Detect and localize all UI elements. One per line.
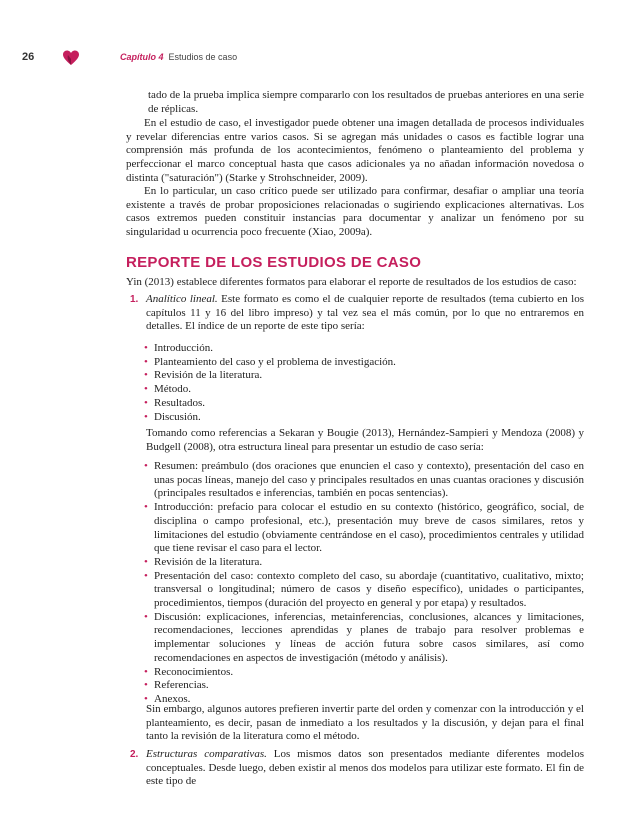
list-item: • Anexos. bbox=[144, 692, 191, 705]
chapter-title: Estudios de caso bbox=[168, 52, 238, 62]
intro-paragraph-2: En lo particular, un caso crítico puede ser utilizado para confirmar, desafiar o ampliar una teoría existente a través de probar proposiciones relacionadas o sugiriendo explicaciones alternativas. Los casos extremos pueden constituir instancias para documentar y analizar un fenómeno por su singularidad u ocurrencia poco frecuente (Xiao, 2009a). bbox=[126, 185, 584, 239]
item-1-mid: Tomando como referencias a Sekaran y Bougie (2013), Hernández-Sampieri y Mendoza (2008) y Budgell (2008), otra estructura lineal para presentar un estudio de caso sería: bbox=[146, 427, 584, 453]
list-item: • Discusión. bbox=[144, 410, 201, 423]
structure-list bbox=[144, 460, 584, 707]
index-list bbox=[144, 342, 584, 424]
item-2-number: 2. bbox=[130, 749, 139, 760]
intro-paragraph-1: En el estudio de caso, el investigador puede obtener una imagen detallada de procesos individuales y revelar diferencias entre varios casos. Si se agregan más unidades o casos es factible lograr una comprensión más profunda de los acontecimientos, fenómeno o planteamiento del problema y perfeccionar el marco conceptual hasta que casos adicionales ya no añadan información novedosa o distinta ("saturación") (Starke y Strohschneider, 2009). bbox=[126, 117, 584, 184]
item-2-text: Los mismos datos son presentados mediante diferentes modelos conceptuales. Desde luego, deben existir al menos dos modelos para utilizar este formato. El fin de este tipo de bbox=[146, 748, 584, 788]
heart-logo-icon bbox=[62, 50, 80, 66]
list-item: • Introducción: prefacio para colocar el estudio en su contexto (histórico, geográfico, social, de disciplina o campo profesional, etc.), presentación muy breve de casos similares, retos y limitaciones del estudio (obviamente centrándose en el caso), procedimientos centrales y utilidad que tiene revisar el caso para el lector. bbox=[144, 501, 584, 555]
list-item: • Reconocimientos. bbox=[144, 665, 234, 678]
item-1-title: Analítico lineal. bbox=[146, 293, 218, 305]
item-1-number: 1. bbox=[130, 294, 139, 305]
list-item: • Discusión: explicaciones, inferencias, metainferencias, conclusiones, alcances y limitaciones, recomendaciones, lecciones aprendidas y planes de trabajo para resolver problemas e implementar soluciones y líneas de acción futura sobre casos similares, así como recomendaciones en aspectos de investigación (método y análisis). bbox=[144, 610, 584, 664]
item-1 bbox=[130, 293, 584, 334]
section-heading: REPORTE DE LOS ESTUDIOS DE CASO bbox=[126, 254, 422, 271]
intro-continuation: tado de la prueba implica siempre compararlo con los resultados de pruebas anteriores en una serie de réplicas. bbox=[148, 89, 584, 115]
list-item: • Planteamiento del caso y el problema de investigación. bbox=[144, 355, 396, 368]
list-item: • Introducción. bbox=[144, 342, 213, 354]
list-item: • Presentación del caso: contexto completo del caso, su abordaje (cuantitativo, cualitativo, mixto; transversal o longitudinal; número de casos y diseño específico), unidades o participantes, procedimientos, tiempos (duración del proyecto en general y por etapa) y resultados. bbox=[144, 569, 584, 610]
list-item: • Resultados. bbox=[144, 396, 206, 409]
item-1-end: Sin embargo, algunos autores prefieren invertir parte del orden y comenzar con la introducción y el planteamiento, es decir, pasan de inmediato a los resultados y la discusión, y dejan para el final tanto la revisión de la literatura como el método. bbox=[146, 703, 584, 743]
list-item: • Revisión de la literatura. bbox=[144, 369, 263, 382]
list-item: • Referencias. bbox=[144, 679, 209, 692]
chapter-label: Capítulo 4 bbox=[120, 52, 164, 62]
chapter-heading bbox=[120, 52, 237, 62]
section-lead: Yin (2013) establece diferentes formatos para elaborar el reporte de resultados de los estudios de caso: bbox=[126, 276, 577, 288]
page-number: 26 bbox=[22, 51, 35, 63]
item-1-text: Este formato es como el de cualquier reporte de resultados (tema cubierto en los capítulos 11 y 16 del libro impreso) y tal vez sea el más común, por lo que no entraremos en detalles. El índice de un reporte de este tipo sería: bbox=[146, 293, 584, 333]
list-item: • Resumen: preámbulo (dos oraciones que enuncien el caso y contexto), presentación del caso en unas pocas líneas, manejo del caso y principales resultados en unas cuantas oraciones y discusión (principales resultados e inferencias, también en pocas sentencias). bbox=[144, 460, 584, 500]
list-item: • Revisión de la literatura. bbox=[144, 555, 263, 568]
item-2-title: Estructuras comparativas. bbox=[146, 748, 267, 760]
item-2 bbox=[130, 748, 584, 789]
page-header bbox=[22, 50, 598, 68]
list-item: • Método. bbox=[144, 383, 191, 396]
